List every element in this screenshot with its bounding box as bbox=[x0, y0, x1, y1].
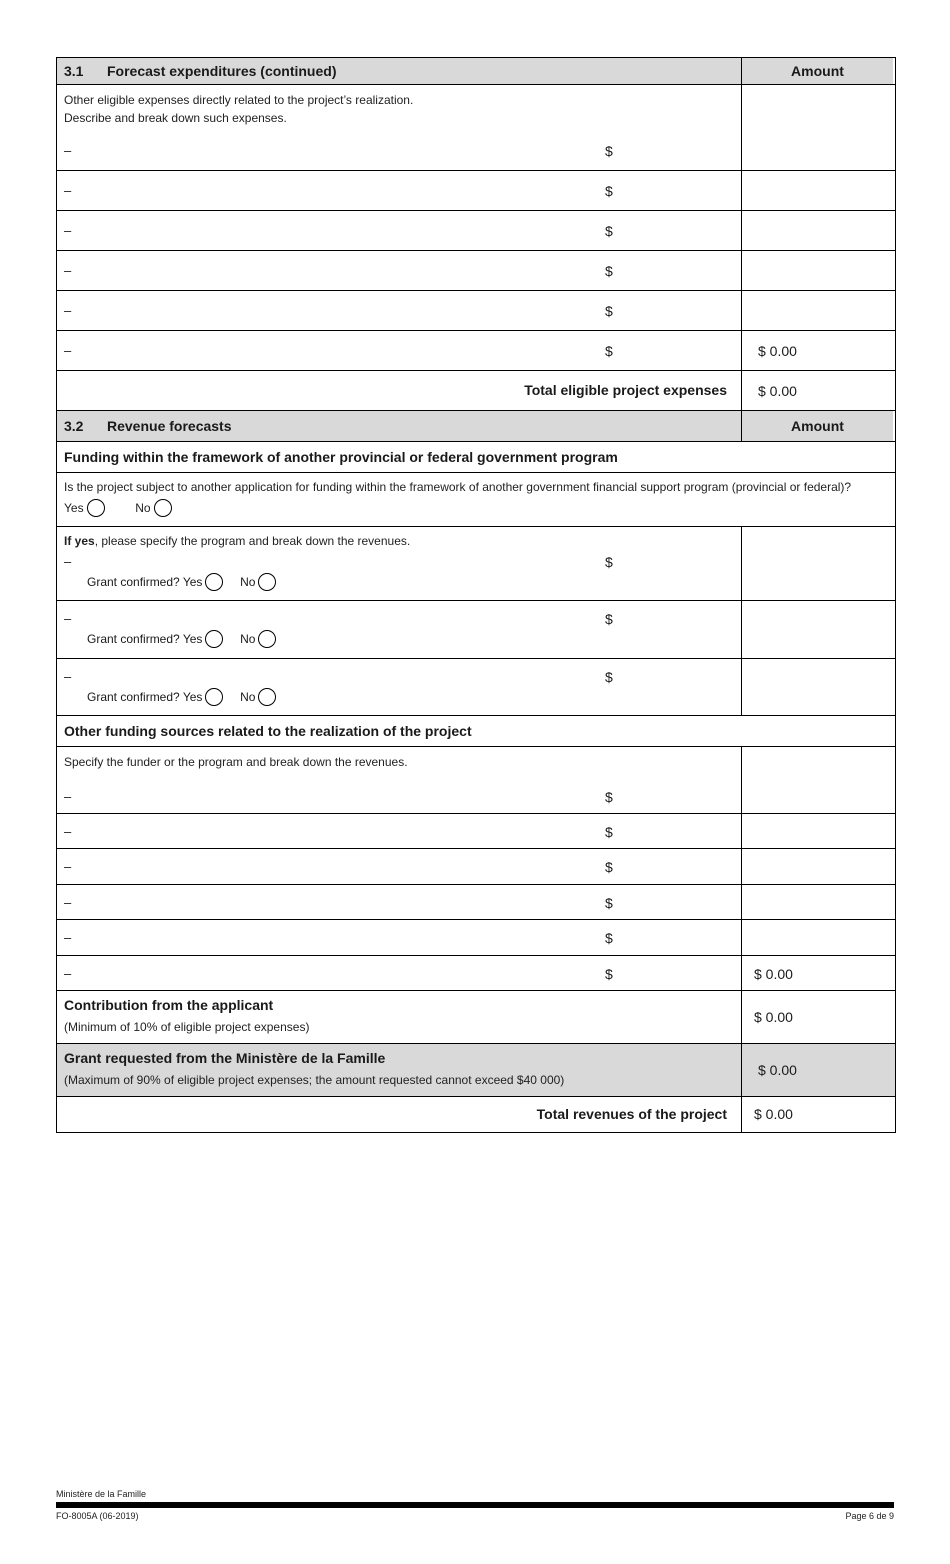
expense-row bbox=[57, 85, 895, 171]
other-funding-intro: Specify the funder or the program and break down the revenues. bbox=[64, 755, 408, 769]
grant-requested-note: (Maximum of 90% of eligible project expenses; the amount requested cannot exceed $40 000) bbox=[64, 1073, 565, 1087]
line-dash: – bbox=[64, 554, 72, 569]
no-label: No bbox=[240, 690, 256, 704]
contribution-note: (Minimum of 10% of eligible project expenses) bbox=[64, 1020, 310, 1034]
if-yes-bold: If yes bbox=[64, 534, 95, 548]
other-funding-row bbox=[57, 920, 895, 956]
line-dash: – bbox=[64, 263, 72, 278]
currency-symbol: $ bbox=[605, 611, 613, 627]
currency-symbol: $ bbox=[605, 554, 613, 570]
contribution-value: $ 0.00 bbox=[754, 1009, 793, 1025]
other-funding-row bbox=[57, 814, 895, 849]
section-title: Revenue forecasts bbox=[107, 418, 232, 434]
expense-row bbox=[57, 251, 895, 291]
section-title: Forecast expenditures (continued) bbox=[107, 63, 337, 79]
amount-field[interactable] bbox=[742, 291, 893, 330]
footer-form-code: FO-8005A (06-2019) bbox=[56, 1511, 139, 1521]
contribution-title: Contribution from the applicant bbox=[64, 997, 274, 1013]
gov-program-row bbox=[57, 601, 895, 659]
line-dash: – bbox=[64, 930, 72, 945]
line-dash: – bbox=[64, 824, 72, 839]
amount-field[interactable] bbox=[742, 956, 893, 990]
currency-symbol: $ bbox=[605, 669, 613, 685]
amount-field[interactable] bbox=[742, 814, 893, 848]
grant-confirmed-no-radio[interactable] bbox=[258, 688, 276, 706]
footer-department: Ministère de la Famille bbox=[56, 1489, 147, 1499]
no-label: No bbox=[240, 632, 256, 646]
other-funding-row bbox=[57, 885, 895, 920]
amount-field[interactable] bbox=[742, 601, 893, 658]
gov-funding-heading-row bbox=[57, 442, 895, 473]
yes-radio[interactable] bbox=[87, 499, 105, 517]
amount-field[interactable] bbox=[742, 331, 893, 370]
yes-label: Yes bbox=[64, 501, 84, 515]
grant-confirmed-label: Grant confirmed? Yes bbox=[87, 632, 203, 646]
no-label: No bbox=[240, 575, 256, 589]
amount-field[interactable] bbox=[742, 659, 893, 715]
currency-symbol: $ bbox=[605, 859, 613, 875]
currency-symbol: $ bbox=[605, 143, 613, 159]
grant-requested-value: $ 0.00 bbox=[758, 1062, 797, 1078]
grant-confirmed-no-radio[interactable] bbox=[258, 630, 276, 648]
line-dash: – bbox=[64, 223, 72, 238]
grant-requested-field[interactable] bbox=[742, 1044, 893, 1096]
budget-form bbox=[56, 57, 896, 1133]
line-dash: – bbox=[64, 669, 72, 684]
currency-symbol: $ bbox=[605, 223, 613, 239]
expense-row bbox=[57, 291, 895, 331]
amount-field[interactable] bbox=[742, 920, 893, 955]
grant-confirmed-label: Grant confirmed? Yes bbox=[87, 690, 203, 704]
amount-header: Amount bbox=[742, 58, 893, 84]
other-funding-row bbox=[57, 747, 895, 814]
no-label: No bbox=[135, 501, 151, 515]
other-funding-row bbox=[57, 849, 895, 885]
footer-page-number: Page 6 de 9 bbox=[845, 1511, 894, 1521]
amount-field[interactable] bbox=[742, 849, 893, 884]
expense-row bbox=[57, 171, 895, 211]
total-expenses-field[interactable] bbox=[742, 371, 893, 410]
gov-funding-question: Is the project subject to another application for funding within the framework of another government financial support program (provincial or federal)? bbox=[64, 480, 852, 494]
intro-line: Describe and break down such expenses. bbox=[64, 111, 287, 125]
amount-field[interactable] bbox=[742, 527, 893, 600]
grant-confirmed-yes-radio[interactable] bbox=[205, 688, 223, 706]
amount-field[interactable] bbox=[742, 885, 893, 919]
total-revenues-row bbox=[57, 1097, 895, 1132]
currency-symbol: $ bbox=[605, 789, 613, 805]
grant-requested-row bbox=[57, 1044, 895, 1097]
amount-field[interactable] bbox=[742, 747, 893, 813]
intro-line: Other eligible expenses directly related to the project’s realization. bbox=[64, 93, 414, 107]
line-dash: – bbox=[64, 966, 72, 981]
grant-confirmed-yes-radio[interactable] bbox=[205, 573, 223, 591]
section-3-1-header bbox=[57, 58, 895, 85]
currency-symbol: $ bbox=[605, 966, 613, 982]
total-expenses-value: $ 0.00 bbox=[758, 383, 797, 399]
total-revenues-value: $ 0.00 bbox=[754, 1106, 793, 1122]
other-funding-heading: Other funding sources related to the realization of the project bbox=[64, 723, 472, 739]
line-dash: – bbox=[64, 789, 72, 804]
expense-row bbox=[57, 331, 895, 371]
line-dash: – bbox=[64, 895, 72, 910]
amount-field[interactable] bbox=[742, 251, 893, 290]
grant-confirmed-label: Grant confirmed? Yes bbox=[87, 575, 203, 589]
currency-symbol: $ bbox=[605, 930, 613, 946]
currency-symbol: $ bbox=[605, 895, 613, 911]
gov-funding-heading: Funding within the framework of another provincial or federal government program bbox=[64, 449, 618, 465]
amount-field[interactable] bbox=[742, 211, 893, 250]
grant-requested-title: Grant requested from the Ministère de la Famille bbox=[64, 1050, 386, 1066]
no-radio[interactable] bbox=[154, 499, 172, 517]
contribution-field[interactable] bbox=[742, 991, 893, 1043]
line-dash: – bbox=[64, 859, 72, 874]
amount-value: $ 0.00 bbox=[758, 343, 797, 359]
currency-symbol: $ bbox=[605, 824, 613, 840]
gov-program-row bbox=[57, 659, 895, 716]
amount-header: Amount bbox=[742, 411, 893, 441]
amount-value: $ 0.00 bbox=[754, 966, 793, 982]
total-revenues-field[interactable] bbox=[742, 1097, 893, 1132]
section-number: 3.1 bbox=[64, 63, 84, 79]
expense-row bbox=[57, 211, 895, 251]
line-dash: – bbox=[64, 303, 72, 318]
grant-confirmed-yes-radio[interactable] bbox=[205, 630, 223, 648]
total-revenues-label: Total revenues of the project bbox=[536, 1106, 727, 1122]
section-number: 3.2 bbox=[64, 418, 84, 434]
line-dash: – bbox=[64, 183, 72, 198]
currency-symbol: $ bbox=[605, 343, 613, 359]
gov-program-row bbox=[57, 527, 895, 601]
if-yes-text: , please specify the program and break down the revenues. bbox=[94, 534, 411, 548]
grant-confirmed-no-radio[interactable] bbox=[258, 573, 276, 591]
total-expenses-row bbox=[57, 371, 895, 411]
currency-symbol: $ bbox=[605, 303, 613, 319]
line-dash: – bbox=[64, 611, 72, 626]
other-funding-row bbox=[57, 956, 895, 991]
amount-field[interactable] bbox=[742, 171, 893, 210]
amount-field[interactable] bbox=[742, 85, 893, 170]
footer-divider bbox=[56, 1502, 894, 1508]
other-funding-heading-row bbox=[57, 716, 895, 747]
gov-funding-question-row bbox=[57, 473, 895, 527]
line-dash: – bbox=[64, 343, 72, 358]
currency-symbol: $ bbox=[605, 183, 613, 199]
section-3-2-header bbox=[57, 411, 895, 442]
total-expenses-label: Total eligible project expenses bbox=[524, 382, 727, 398]
line-dash: – bbox=[64, 143, 72, 158]
contribution-row bbox=[57, 991, 895, 1044]
currency-symbol: $ bbox=[605, 263, 613, 279]
